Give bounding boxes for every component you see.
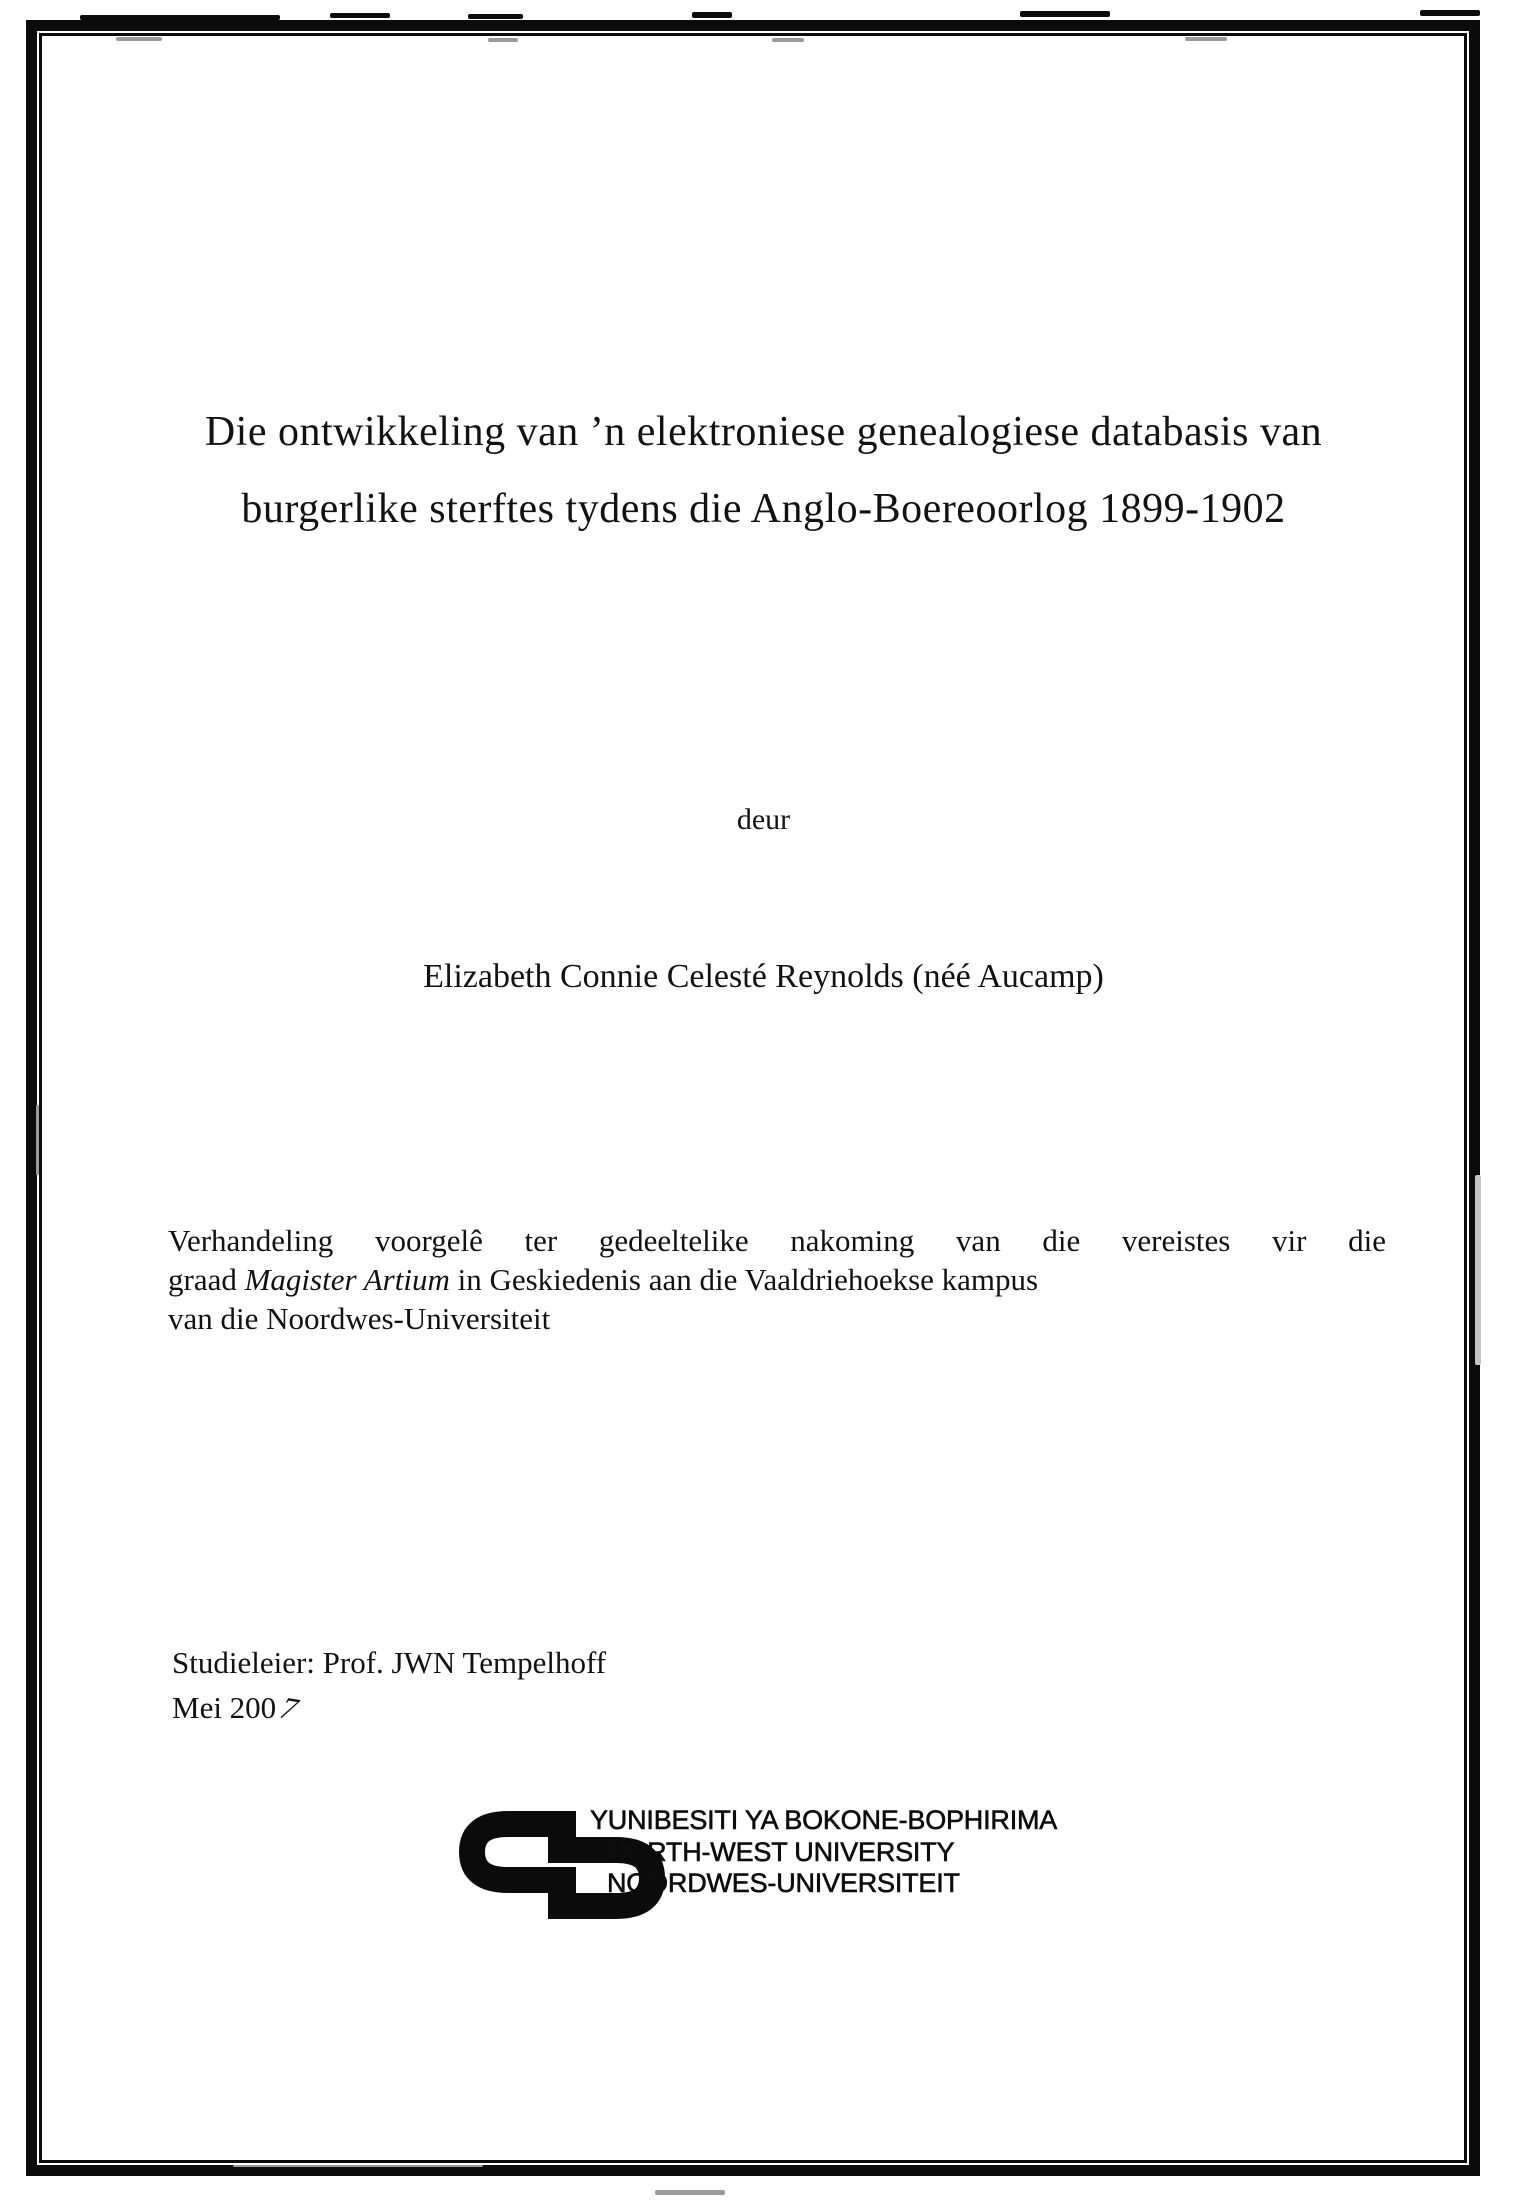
supervisor-line: Studieleier: Prof. JWN Tempelhoff — [172, 1645, 607, 1680]
scan-artifact — [1420, 10, 1480, 16]
byline: deur — [736, 803, 791, 836]
scan-artifact — [330, 13, 390, 18]
date-prefix: Mei 200 — [172, 1690, 277, 1725]
university-logo — [452, 1796, 1142, 1936]
thesis-statement — [168, 1221, 1386, 1338]
scan-artifact — [36, 1105, 39, 1175]
scan-artifact — [488, 38, 518, 42]
scan-artifact — [1020, 11, 1110, 17]
logo-text — [590, 1805, 1057, 1900]
scan-artifact — [772, 38, 804, 42]
statement-line-2-post: in Geskiedenis aan die Vaaldriehoekse kampus — [449, 1262, 1039, 1297]
scan-artifact — [1475, 1175, 1481, 1365]
statement-line-2-pre: graad — [168, 1262, 245, 1297]
logo-text-line-3: NOORDWES-UNIVERSITEIT — [607, 1868, 960, 1898]
statement-line-3: van die Noordwes-Universiteit — [168, 1301, 551, 1336]
title-line-1: Die ontwikkeling van ’n elektroniese genealogiese databasis van — [204, 409, 1323, 455]
scan-artifact — [468, 14, 523, 19]
scan-artifact — [692, 12, 732, 18]
date-last-digit: 7 — [273, 1690, 306, 1726]
supervisor-block — [172, 1640, 606, 1730]
statement-line-2 — [168, 1260, 1386, 1299]
scan-artifact — [80, 15, 280, 20]
date-line — [172, 1685, 606, 1730]
statement-line-1: Verhandeling voorgelê ter gedeeltelike nakoming van die vereistes vir die — [168, 1223, 1386, 1258]
thesis-title — [60, 394, 1467, 548]
author-name: Elizabeth Connie Celesté Reynolds (néé Aucamp) — [423, 958, 1104, 995]
scan-artifact — [116, 37, 162, 41]
logo-text-line-2: NORTH-WEST UNIVERSITY — [607, 1836, 955, 1867]
logo-text-line-1: YUNIBESITI YA BOKONE-BOPHIRIMA — [590, 1805, 1058, 1835]
scan-artifact — [1185, 37, 1227, 41]
degree-name-italic: Magister Artium — [244, 1262, 450, 1297]
title-line-2: burgerlike sterftes tydens die Anglo-Boereoorlog 1899-1902 — [241, 486, 1286, 532]
scan-artifact — [233, 2165, 483, 2167]
scan-artifact — [655, 2190, 725, 2195]
